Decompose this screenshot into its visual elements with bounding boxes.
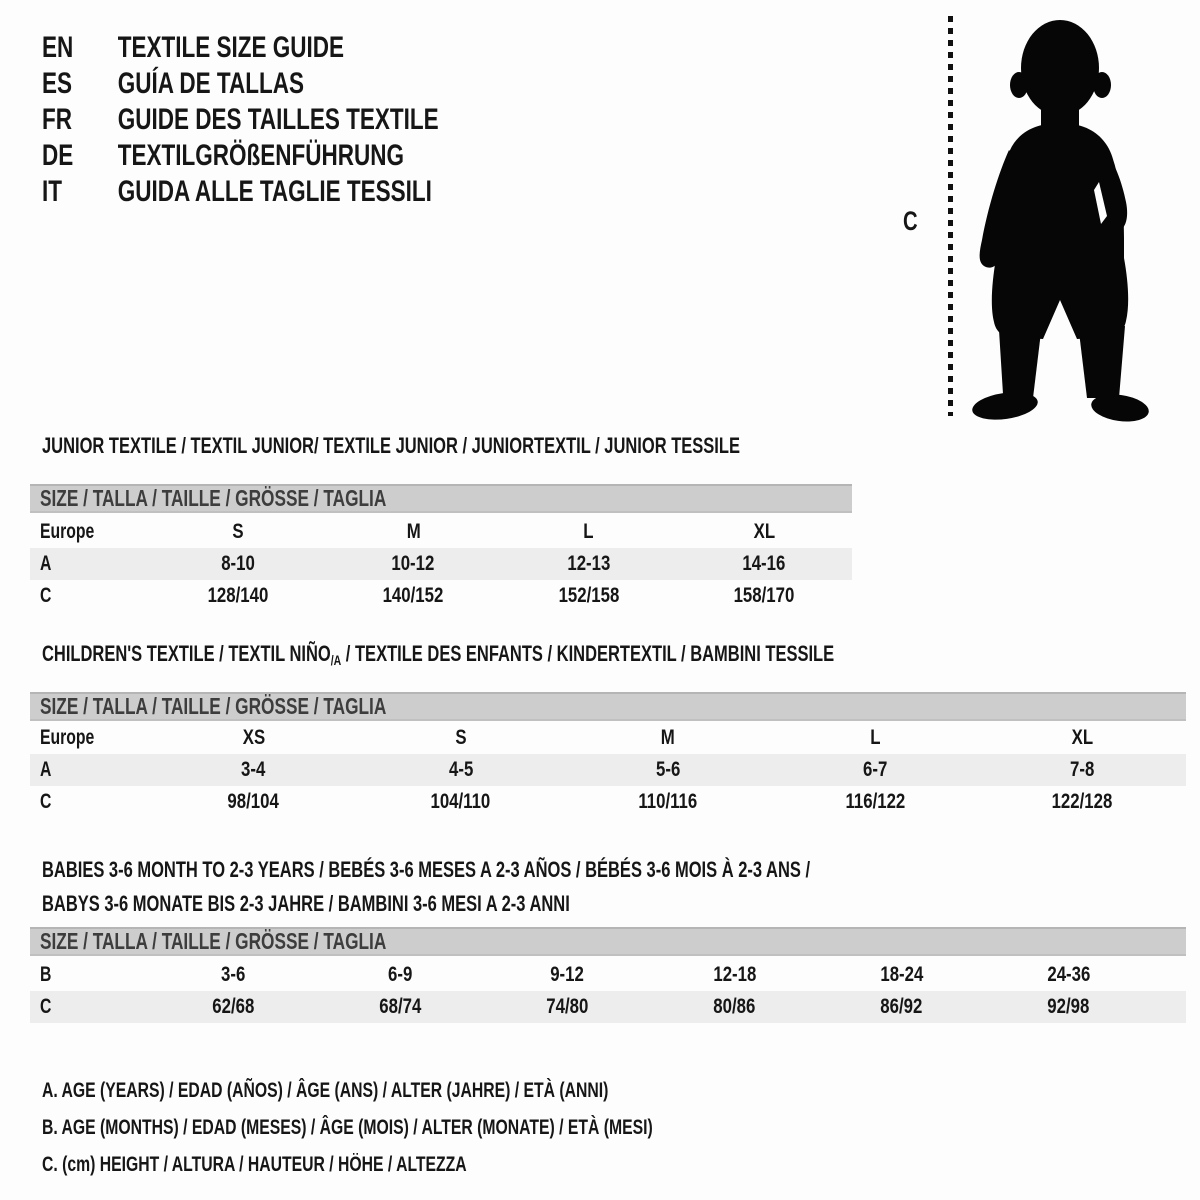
nino-a-subscript: /A xyxy=(330,652,342,668)
measurement-legend xyxy=(42,1072,856,1183)
table-cell: 116/122 xyxy=(845,790,906,813)
table-row-height xyxy=(30,786,1186,818)
junior-size-table xyxy=(30,516,852,612)
row-label: B xyxy=(40,963,52,986)
language-title-list xyxy=(42,30,571,210)
language-row-it xyxy=(42,174,439,210)
language-code: DE xyxy=(42,139,74,172)
table-cell: XL xyxy=(753,520,775,543)
table-cell: 12-18 xyxy=(713,963,756,986)
language-row-es xyxy=(42,66,439,102)
language-title: TEXTILGRÖßENFÜHRUNG xyxy=(117,139,404,172)
table-cell: 98/104 xyxy=(227,790,280,813)
table-row-europe xyxy=(30,516,852,548)
language-title: GUIDE DES TAILLES TEXTILE xyxy=(117,103,439,136)
height-measure-label: C xyxy=(903,206,918,236)
table-cell: M xyxy=(406,520,421,543)
row-label: Europe xyxy=(40,726,95,749)
table-cell: 62/68 xyxy=(212,995,255,1018)
table-row-months xyxy=(30,959,1186,991)
table-cell: 86/92 xyxy=(880,995,923,1018)
language-row-fr xyxy=(42,102,439,138)
language-row-de xyxy=(42,138,439,174)
size-header-bar-junior: SIZE / TALLA / TAILLE / GRÖSSE / TAGLIA xyxy=(30,484,852,513)
section-title-babies: BABIES 3-6 MONTH TO 2-3 YEARS / BEBÉS 3-6 MESES A 2-3 AÑOS / BÉBÉS 3-6 MOIS À 2-3 ANS / BABYS 3-6 MONATE BIS 2-3 JAHRE / BAMBINI 3-6 MESI A 2-3 ANNI xyxy=(42,857,811,916)
legend-line-b: B. AGE (MONTHS) / EDAD (MESES) / ÂGE (MOIS) / ALTER (MONATE) / ETÀ (MESI) xyxy=(42,1116,653,1139)
table-cell: 128/140 xyxy=(207,584,269,607)
row-label: A xyxy=(40,552,52,575)
row-label: C xyxy=(40,790,52,813)
table-row-height xyxy=(30,991,1186,1023)
table-cell: M xyxy=(660,726,675,749)
table-cell: 3-6 xyxy=(221,963,246,986)
table-cell: 24-36 xyxy=(1047,963,1090,986)
table-cell: 104/110 xyxy=(430,790,491,813)
table-cell: 14-16 xyxy=(742,552,786,575)
table-cell: 6-9 xyxy=(388,963,413,986)
table-cell: L xyxy=(583,520,594,543)
table-cell: 4-5 xyxy=(448,758,473,781)
table-cell: S xyxy=(455,726,467,749)
babies-size-table xyxy=(30,959,1186,1023)
height-measure-dashed-line xyxy=(948,16,953,416)
table-row-age xyxy=(30,754,1186,786)
children-size-table xyxy=(30,722,1186,818)
language-title: GUÍA DE TALLAS xyxy=(117,67,304,100)
table-cell: 9-12 xyxy=(550,963,585,986)
row-label: C xyxy=(40,995,52,1018)
table-cell: S xyxy=(232,520,244,543)
table-cell: 152/158 xyxy=(558,584,620,607)
table-cell: 5-6 xyxy=(655,758,681,781)
table-cell: 80/86 xyxy=(713,995,756,1018)
row-label: A xyxy=(40,758,52,781)
language-code: FR xyxy=(42,103,72,136)
language-title: TEXTILE SIZE GUIDE xyxy=(117,31,345,64)
language-title: GUIDA ALLE TAGLIE TESSILI xyxy=(117,175,432,208)
row-label: C xyxy=(40,584,52,607)
language-code: ES xyxy=(42,67,73,100)
toddler-silhouette-icon xyxy=(955,0,1155,430)
language-code: EN xyxy=(42,31,74,64)
table-row-age xyxy=(30,548,852,580)
table-cell: 140/152 xyxy=(382,584,444,607)
legend-line-a: A. AGE (YEARS) / EDAD (AÑOS) / ÂGE (ANS) / ALTER (JAHRE) / ETÀ (ANNI) xyxy=(42,1079,609,1102)
size-header-bar-children: SIZE / TALLA / TAILLE / GRÖSSE / TAGLIA xyxy=(30,692,1186,721)
table-cell: 92/98 xyxy=(1047,995,1090,1018)
section-title-children: CHILDREN'S TEXTILE / TEXTIL NIÑO/A / TEXTILE DES ENFANTS / KINDERTEXTIL / BAMBINI TESSILE xyxy=(42,641,835,668)
table-cell: 74/80 xyxy=(546,995,589,1018)
size-header-bar-babies: SIZE / TALLA / TAILLE / GRÖSSE / TAGLIA xyxy=(30,927,1186,956)
table-cell: 158/170 xyxy=(733,584,795,607)
table-cell: XS xyxy=(242,726,265,749)
row-label: Europe xyxy=(40,520,95,543)
table-cell: 12-13 xyxy=(567,552,611,575)
section-title-junior: JUNIOR TEXTILE / TEXTIL JUNIOR/ TEXTILE JUNIOR / JUNIORTEXTIL / JUNIOR TESSILE xyxy=(42,433,740,458)
table-cell: 3-4 xyxy=(241,758,266,781)
table-cell: 68/74 xyxy=(379,995,422,1018)
table-cell: L xyxy=(870,726,881,749)
language-row-en xyxy=(42,30,439,66)
table-cell: 8-10 xyxy=(220,552,255,575)
table-cell: 7-8 xyxy=(1070,758,1095,781)
table-cell: 110/116 xyxy=(638,790,698,813)
table-cell: XL xyxy=(1071,726,1094,749)
table-cell: 122/128 xyxy=(1052,790,1113,813)
table-row-height xyxy=(30,580,852,612)
legend-line-c: C. (cm) HEIGHT / ALTURA / HAUTEUR / HÖHE / ALTEZZA xyxy=(42,1153,467,1176)
table-cell: 6-7 xyxy=(863,758,888,781)
table-cell: 18-24 xyxy=(880,963,923,986)
language-code: IT xyxy=(42,175,63,208)
table-cell: 10-12 xyxy=(391,552,435,575)
table-row-europe xyxy=(30,722,1186,754)
